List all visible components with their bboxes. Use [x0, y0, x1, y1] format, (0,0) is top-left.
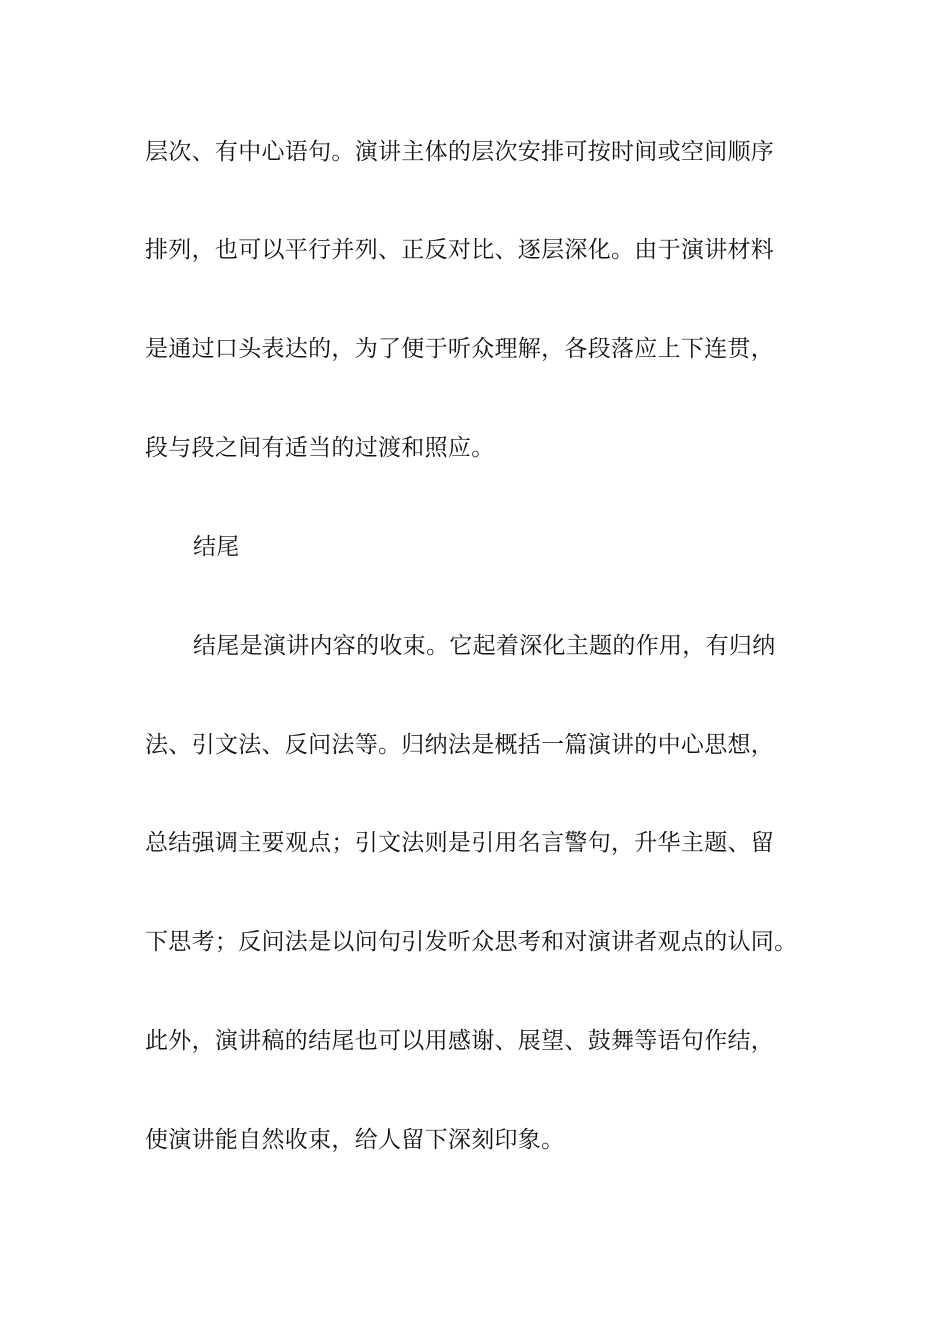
paragraph-line: 下思考；反问法是以问句引发听众思考和对演讲者观点的认同。: [145, 929, 798, 955]
paragraph-line: 层次、有中心语句。演讲主体的层次安排可按时间或空间顺序: [145, 139, 775, 165]
paragraph-line: 法、引文法、反问法等。归纳法是概括一篇演讲的中心思想，: [145, 732, 775, 758]
paragraph-line: 段与段之间有适当的过渡和照应。: [145, 435, 495, 461]
paragraph-line: 此外，演讲稿的结尾也可以用感谢、展望、鼓舞等语句作结，: [145, 1028, 775, 1054]
section-heading: 结尾: [193, 534, 240, 560]
paragraph-line: 使演讲能自然收束，给人留下深刻印象。: [145, 1127, 565, 1153]
paragraph-line: 总结强调主要观点；引文法则是引用名言警句，升华主题、留: [145, 830, 775, 856]
paragraph-line: 排列，也可以平行并列、正反对比、逐层深化。由于演讲材料: [145, 237, 775, 263]
paragraph-line: 结尾是演讲内容的收束。它起着深化主题的作用，有归纳: [193, 633, 776, 659]
paragraph-line: 是通过口头表达的，为了便于听众理解，各段落应上下连贯，: [145, 336, 775, 362]
